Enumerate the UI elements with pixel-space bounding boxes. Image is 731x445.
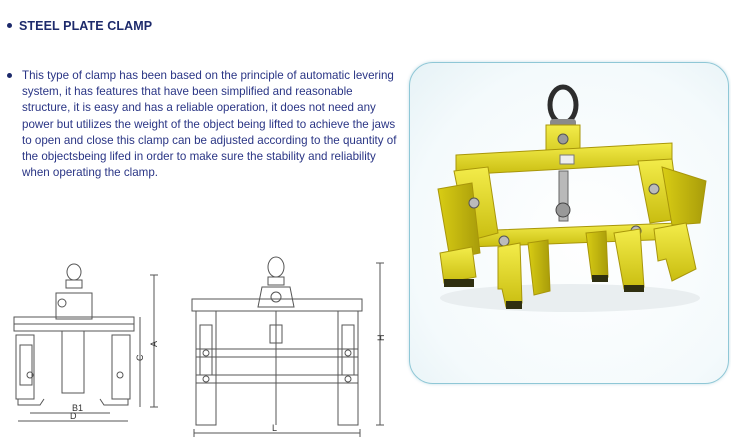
description-bullet <box>7 73 12 78</box>
side-view-drawing <box>14 264 158 421</box>
product-photo-frame <box>409 62 729 384</box>
dimension-h: H <box>376 334 386 341</box>
dimension-b1: B1 <box>72 403 84 413</box>
title-bullet <box>7 23 12 28</box>
description-text: This type of clamp has been based on the principle of automatic levering system, it has features that have been simplified and reasonable structure, it is easy and has a reliable operation, it does not need any power but utilizes the weight of the object being lifted to achieve the jaws to open and close this clamp can be adjusted according to the quantity of the objectsbeing lifed in order to make sure the stability and reliability when operating the clamp. <box>22 69 397 180</box>
page-title: STEEL PLATE CLAMP <box>19 19 153 33</box>
technical-drawings <box>0 255 400 445</box>
dimension-d: D <box>70 411 77 421</box>
front-view-drawing <box>192 257 384 437</box>
dimension-l: L <box>272 423 278 433</box>
dimension-a: A <box>149 340 159 347</box>
steel-plate-clamp-photo <box>410 63 728 383</box>
dimension-c: C <box>135 354 145 361</box>
